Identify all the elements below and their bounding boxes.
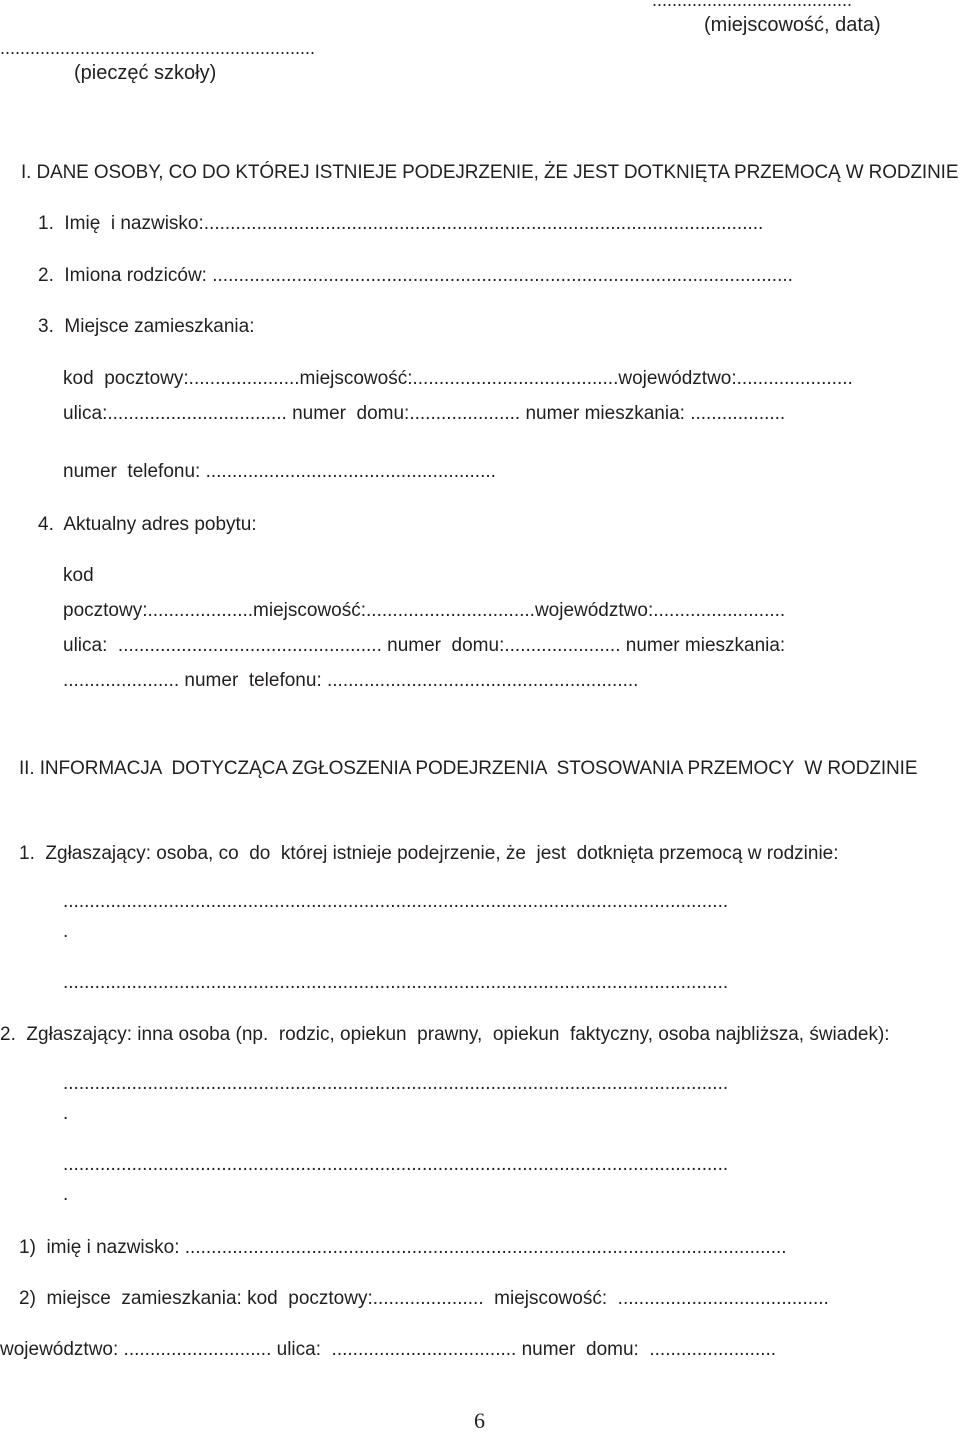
section-1-title: I. DANE OSOBY, CO DO KTÓREJ ISTNIEJE PODEJRZENIE, ŻE JEST DOTKNIĘTA PRZEMOCĄ W RODZINIE [21,162,959,183]
residence-postal-city-province: kod pocztowy:.....................miejscowość:.......................................województwo:...................... [63,368,853,389]
place-date-dots: ........................................ [652,0,853,10]
current-flat-phone: ...................... numer telefonu: ........................................................... [63,670,639,691]
page-number: 6 [474,1408,485,1433]
reporter-victim-dots-2: .............................................................................................................................. [63,972,729,993]
place-date-label: (miejscowość, data) [704,14,881,36]
reporter-address-field: 2) miejsce zamieszkania: kod pocztowy:..................... miejscowość: ........................................ [19,1288,829,1309]
reporter-other-dot-2: . [63,1184,69,1205]
current-kod-label: kod [63,565,94,586]
field-residence-heading: 3. Miejsce zamieszkania: [38,316,255,337]
residence-phone: numer telefonu: ....................................................... [63,461,496,482]
reporter-victim-label: 1. Zgłaszający: osoba, co do której istnieje podejrzenie, że jest dotknięta przemocą w rodzinie: [19,843,839,864]
reporter-address-continued: województwo: ............................ ulica: ................................... numer domu: ........................ [0,1339,777,1360]
current-postal-city-province: pocztowy:....................miejscowość:................................województwo:......................... [63,600,786,621]
reporter-other-dot-1: . [63,1103,69,1124]
residence-street-house-flat: ulica:.................................. numer domu:..................... numer mieszkania: .................. [63,403,786,424]
current-street-house-flat: ulica: .................................................. numer domu:...................... numer mieszkania: [63,635,786,656]
section-2-title: II. INFORMACJA DOTYCZĄCA ZGŁOSZENIA PODEJRZENIA STOSOWANIA PRZEMOCY W RODZINIE [19,758,918,779]
school-stamp-dots: ............................................................... [0,38,316,58]
reporter-victim-dots-1: .............................................................................................................................. [63,891,729,912]
reporter-other-label: 2. Zgłaszający: inna osoba (np. rodzic, opiekun prawny, opiekun faktyczny, osoba najbliższa, świadek): [0,1024,890,1045]
reporter-victim-dot-1: . [63,921,69,942]
school-stamp-label: (pieczęć szkoły) [74,62,217,84]
reporter-name-field: 1) imię i nazwisko: .................................................................................................................. [19,1237,787,1258]
field-current-address-heading: 4. Aktualny adres pobytu: [38,514,257,535]
field-name: 1. Imię i nazwisko:.......................................................................................................... [38,213,764,234]
reporter-other-dots-1: .............................................................................................................................. [63,1073,729,1094]
reporter-other-dots-2: .............................................................................................................................. [63,1154,729,1175]
field-parents-names: 2. Imiona rodziców: .............................................................................................................. [38,265,793,286]
